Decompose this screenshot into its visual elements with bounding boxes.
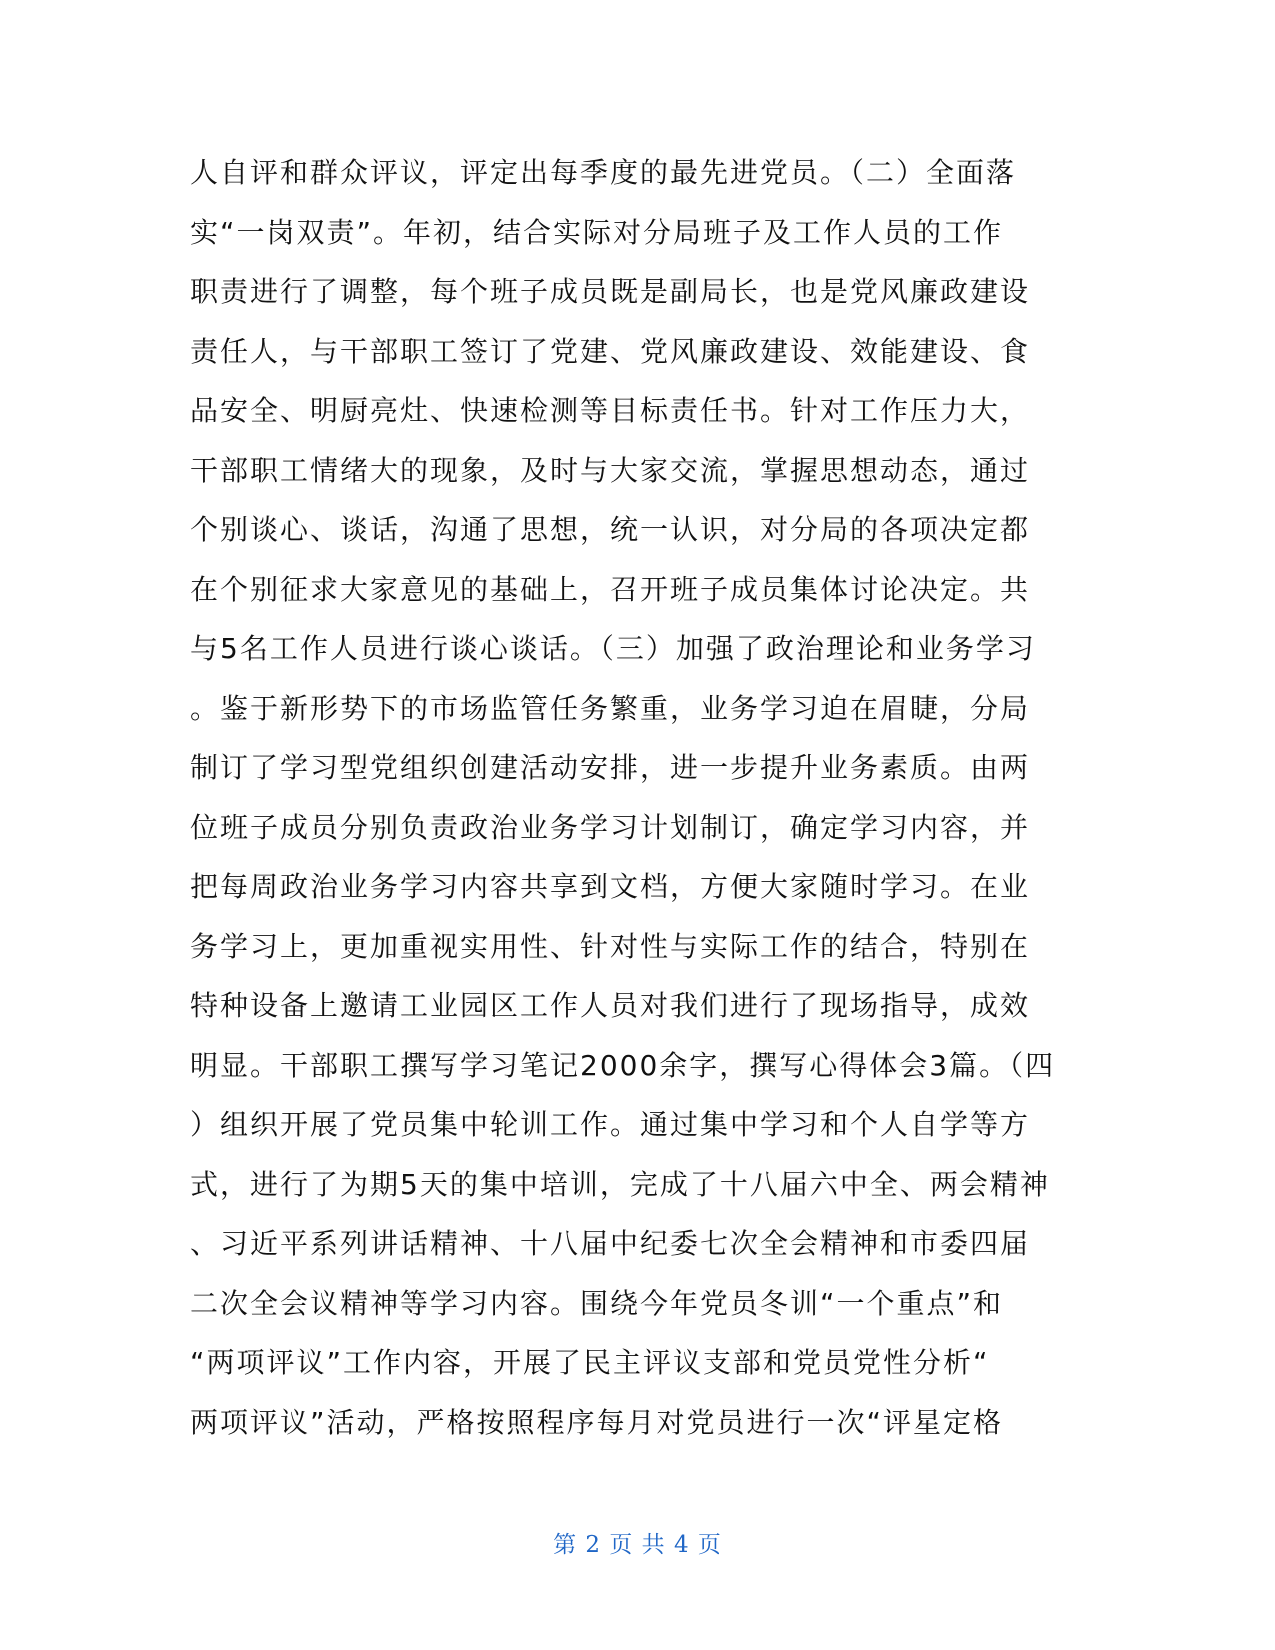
text-line: 个别谈心、谈话，沟通了思想，统一认识，对分局的各项决定都 [190, 513, 1031, 546]
text-line: 制订了学习型党组织创建活动安排，进一步提升业务素质。由两 [190, 751, 1031, 784]
text-line: ）组织开展了党员集中轮训工作。通过集中学习和个人自学等方 [190, 1108, 1031, 1141]
text-line: 人自评和群众评议，评定出每季度的最先进党员。（二）全面落 [190, 156, 1017, 189]
text-line: 式，进行了为期5天的集中培训，完成了十八届六中全、两会精神 [190, 1167, 1050, 1201]
text-line: 在个别征求大家意见的基础上，召开班子成员集体讨论决定。共 [190, 572, 1031, 606]
text-line: 干部职工情绪大的现象，及时与大家交流，掌握思想动态，通过 [190, 453, 1031, 487]
body-text [190, 143, 1070, 1452]
text-line: 。鉴于新形势下的市场监管任务繁重，业务学习迫在眉睫，分局 [190, 691, 1031, 725]
text-line: 二次全会议精神等学习内容。围绕今年党员冬训“一个重点”和 [190, 1286, 1004, 1320]
text-line: 务学习上，更加重视实用性、针对性与实际工作的结合，特别在 [190, 929, 1031, 963]
text-line: 与5名工作人员进行谈心谈话。（三）加强了政治理论和业务学习 [190, 632, 1036, 665]
text-line: 实“一岗双责”。年初，结合实际对分局班子及工作人员的工作 [190, 215, 1004, 249]
page-footer [0, 1530, 1275, 1560]
text-line: 两项评议”活动，严格按照程序每月对党员进行一次“评星定格 [190, 1405, 1004, 1439]
text-line: 明显。干部职工撰写学习笔记2000余字，撰写心得体会3篇。（四 [190, 1048, 1056, 1082]
page-number-label: 第 2 页 共 4 页 [553, 1532, 722, 1558]
text-line: 位班子成员分别负责政治业务学习计划制订，确定学习内容，并 [190, 810, 1031, 844]
text-line: 特种设备上邀请工业园区工作人员对我们进行了现场指导，成效 [190, 989, 1031, 1022]
text-line: 责任人，与干部职工签订了党建、党风廉政建设、效能建设、食 [190, 334, 1031, 368]
text-line: 品安全、明厨亮灶、快速检测等目标责任书。针对工作压力大， [190, 394, 1031, 427]
text-line: “两项评议”工作内容，开展了民主评议支部和党员党性分析“ [190, 1346, 990, 1379]
text-line: 职责进行了调整，每个班子成员既是副局长，也是党风廉政建设 [190, 275, 1031, 308]
text-line: 把每周政治业务学习内容共享到文档，方便大家随时学习。在业 [190, 870, 1031, 903]
text-line: 、习近平系列讲话精神、十八届中纪委七次全会精神和市委四届 [190, 1227, 1031, 1260]
